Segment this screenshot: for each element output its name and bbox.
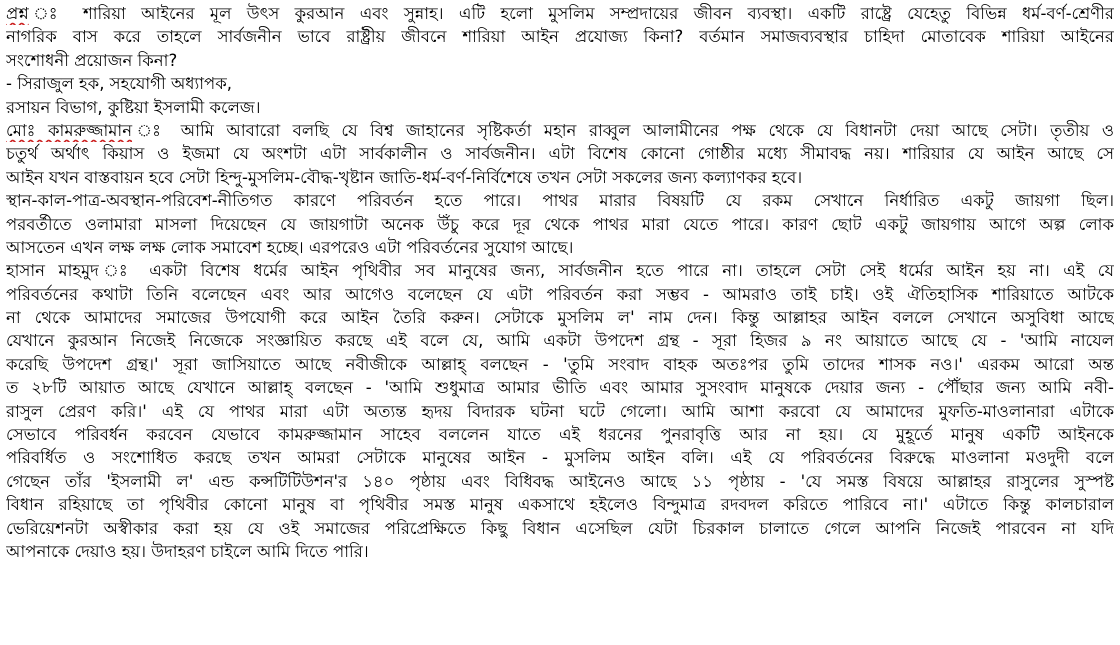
question-line-2: নাগরিক বাস করে তাহলে সার্বজনীন ভাবে রাষ্ট্রীয় জীবনে শারিয়া আইন প্রযোজ্য কিনা? বর্তমান সমাজব্যবস্থার চাহিদা মোতাবেক শারিয়া আইনের — [6, 27, 1114, 47]
answer2-text-1: ঃ একটা বিশেষ ধর্মের আইন পৃথিবীর সব মানুষের জন্য, সার্বজনীন হতে পারে না। তাহলে সেটা সেই ধর্মের আইন হয় না। এই যে — [135, 261, 1114, 281]
question-label: প্রশ্ন — [6, 4, 29, 23]
answer1-line-3: আইন যখন বাস্তবায়ন হবে সেটা হিন্দু-মুসলিম-বৌদ্ধ-খৃষ্টান জাতি-ধর্ম-বর্ণ-নির্বিশেষে তখন সেটা সকলের জন্য কল্যাণকর হবে। — [6, 167, 803, 187]
answer2-line-5: করেছি উপদেশ গ্রন্থ।' সূরা জাসিয়াতে আছে নবীজীকে আল্লাহ্ বলছেন - 'তুমি সংবাদ বাহক অতঃপর তুমি তাদের শাসক নও।' এরকম আরো অন্ত — [6, 354, 1114, 374]
answer1-line-2: চতুর্থ অর্থাৎ কিয়াস ও ইজমা যে অংশটা এটা সার্বকালীন ও সার্বজনীন। এটা বিশেষ কোনো গোষ্ঠীর মধ্যে সীমাবদ্ধ নয়। শারিয়ার যে আইন আছে সে — [6, 144, 1114, 164]
answer2-speaker: হাসান মাহমুদ — [6, 261, 99, 281]
answer2-line-8: সেভাবে পরিবর্ধন করবেন যেভাবে কামরুজ্জামান সাহেব বললেন যাতে এই ধরনের পুনরাবৃত্তি আর না হয়। যে মুহূর্তে মানুষ একটি আইনকে — [6, 425, 1114, 445]
attribution-line-1: - সিরাজুল হক, সহযোগী অধ্যাপক, — [6, 74, 233, 94]
answer2-line-6: ত ২৮টি আয়াত আছে যেখানে আল্লাহ্ বলছেন - 'আমি শুধুমাত্র আমার ভীতি এবং আমার সুসংবাদ মানুষকে দেয়ার জন্য - পৌঁছার জন্য আমি নবী- — [6, 378, 1114, 398]
answer2-line-10: গেছেন তাঁর 'ইসলামী ল' এন্ড কন্সটিটিউশন'র ১৪০ পৃষ্ঠায় এবং বিধিবদ্ধ আইনেও আছে ১১ পৃষ্ঠায় - 'যে সমস্ত বিষয়ে আল্লাহর রাসুলের সুস্পষ্ট — [6, 471, 1114, 491]
answer2-line-12: ভেরিয়েশনটা অস্বীকার করা হয় যে ওই সমাজের পরিপ্রেক্ষিতে কিছু বিধান এসেছিল যেটা চিরকাল চালাতে গেলে আপনি নিজেই পারবেন না যদি — [6, 518, 1114, 538]
answer1-line-5: পরবর্তীতে ওলামারা মাসলা দিয়েছেন যে জায়গাটা অনেক উঁচু করে দূর থেকে পাথর মারা যেতে পারে। কারণ ছোট একটু জায়গায় আগে অল্প লোক — [6, 214, 1114, 234]
answer2-line-4: যেখানে কুরআন নিজেই নিজেকে সংজ্ঞায়িত করছে এই বলে যে, আমি একটা উপদেশ গ্রন্থ - সূরা হিজর ৯ নং আয়াতে আছে যে - 'আমি নাযেল — [6, 331, 1114, 351]
answer2-line-7: রাসুল প্রেরণ করি।' এই যে পাথর মারা এটা অত্যন্ত হৃদয় বিদারক ঘটনা ঘটে গেলো। আমি আশা করবো যে আমাদের মুফতি-মাওলানারা এটাকে — [6, 401, 1114, 421]
question-text-1: ঃ শারিয়া আইনের মূল উৎস কুরআন এবং সুন্নাহ। এটি হলো মুসলিম সম্প্রদায়ের জীবন ব্যবস্থা। একটি রাষ্ট্রে যেহেতু বিভিন্ন ধর্ম-বর্ণ-শ্রেণীর — [67, 4, 1114, 23]
answer1-line-1 — [6, 119, 1114, 142]
answer2-line-13: আপনাকে দেয়াও হয়। উদাহরণ চাইলে আমি দিতে পারি। — [6, 541, 369, 561]
answer1-line-4: স্থান-কাল-পাত্র-অবস্থান-পরিবেশ-নীতিগত কারণে পরিবর্তন হতে পারে। পাথর মারার বিষয়টি যে রকম সেখানে নির্ধারিত একটু জায়গা ছিল। — [6, 191, 1114, 211]
answer2-line-2: পরিবর্তনের কথাটা তিনি বলেছেন এবং আর আগেও বলেছেন যে এটা পরিবর্তন করা সম্ভব - আমরাও তাই চাই। ওই ঐতিহাসিক শারিয়াতে আটকে — [6, 284, 1114, 304]
answer1-text-1: ঃ আমি আবারো বলছি যে বিশ্ব জাহানের সৃষ্টিকর্তা মহান রাব্বুল আলামীনের পক্ষ থেকে যে বিধানটা দেয়া আছে সেটা। তৃতীয় ও — [168, 120, 1114, 140]
answer2-line-11: বিধান রহিয়াছে তা পৃথিবীর কোনো মানুষ বা পৃথিবীর সমস্ত মানুষ একসাথে হইলেও বিন্দুমাত্র রদবদল করিতে পারিবে না।' এটাতে কিন্তু কালচারাল — [6, 495, 1114, 515]
answer1-line-6: আসতেন এখন লক্ষ লক্ষ লোক সমাবেশ হচ্ছে। এরপরেও এটা পরিবর্তনের সুযোগ আছে। — [6, 237, 574, 257]
answer2-line-1 — [6, 259, 1114, 282]
answer2-line-9: পরিবর্ধিত ও সংশোধিত করছে তখন আমরা সেটাকে মানুষের আইন - মুসলিম আইন বলি। এই যে পরিবর্তনের বিরুদ্ধে মাওলানা মওদুদী বলে — [6, 448, 1114, 468]
answer1-speaker: মোঃ কামরুজ্জামান — [6, 120, 133, 140]
question-line-3: সংশোধনী প্রয়োজন কিনা? — [6, 50, 178, 70]
answer2-line-3: না থেকে আমাদের সমাজের উপযোগী করে আইন তৈরি করুন। সেটাকে মুসলিম ল' নাম দেন। কিন্তু আল্লাহর আইন বললে সেখানে অসুবিধা আছে — [6, 308, 1114, 328]
attribution-line-2: রসায়ন বিভাগ, কুষ্টিয়া ইসলামী কলেজ। — [6, 97, 261, 117]
document-text — [6, 2, 1114, 563]
question-line-1 — [6, 2, 1114, 25]
